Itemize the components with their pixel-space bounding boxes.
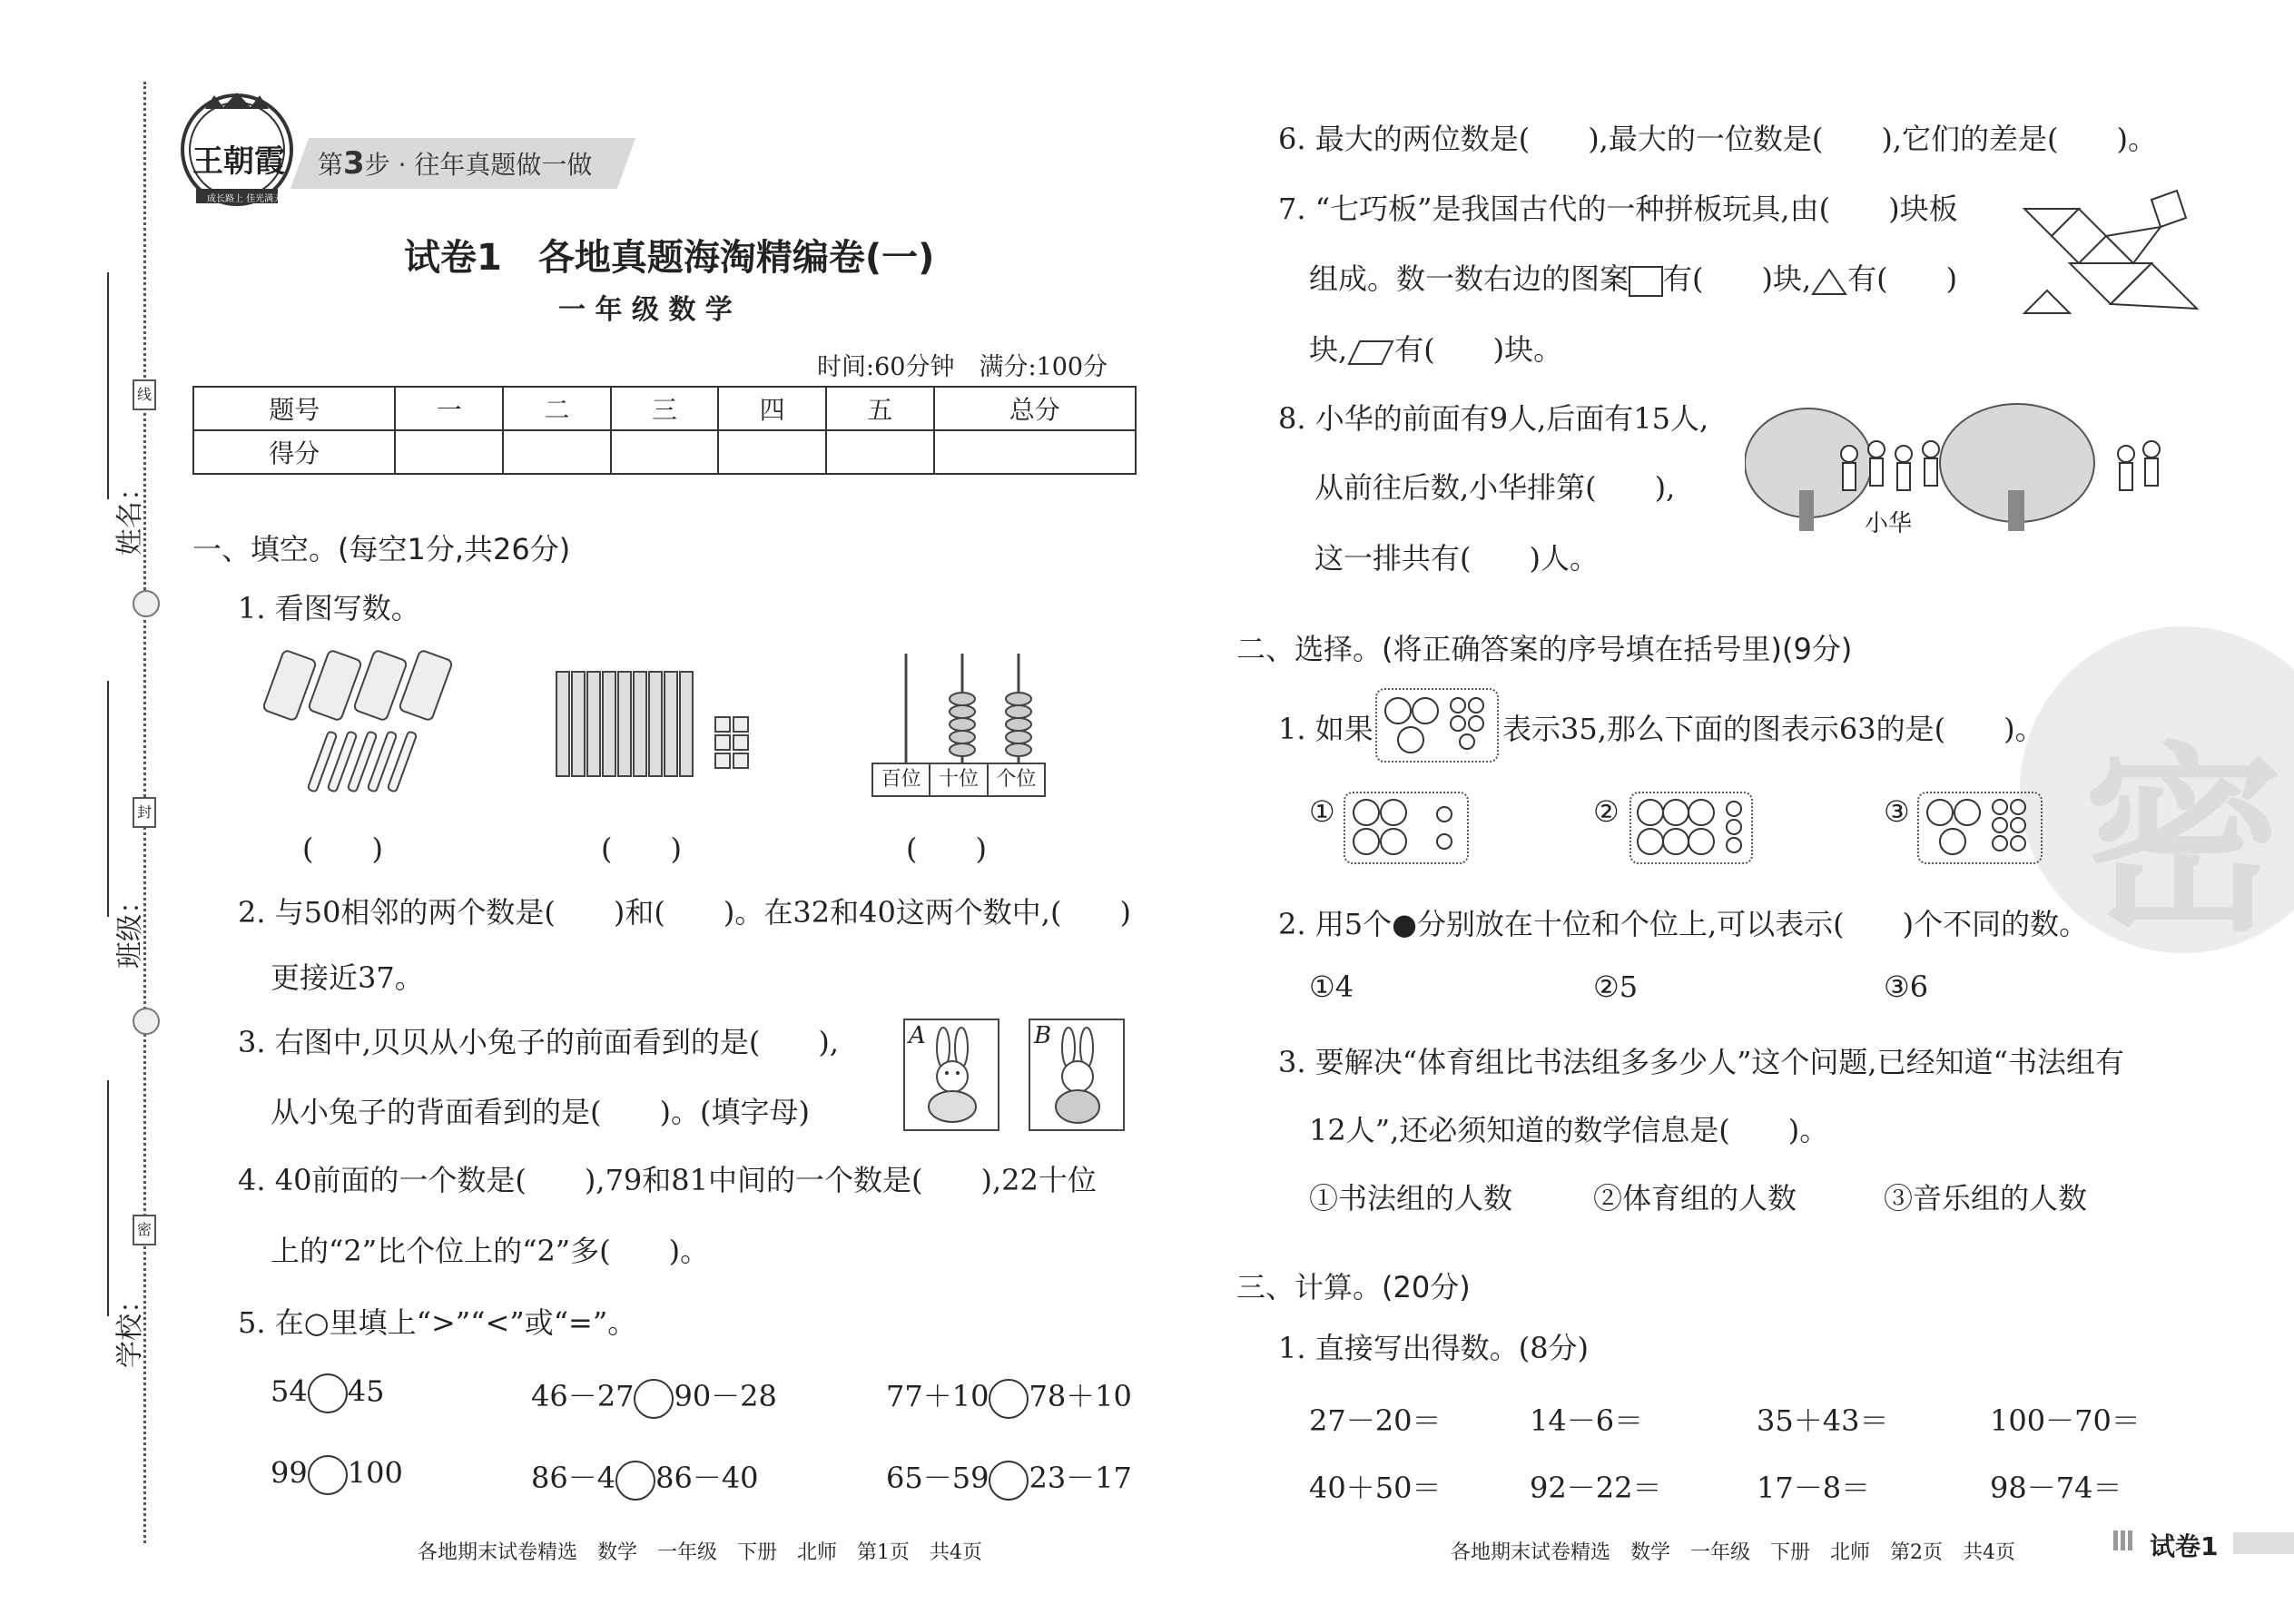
- tag-bar: [2233, 1532, 2294, 1554]
- compare-item: 65－59 23－17: [886, 1455, 1132, 1501]
- footer-right: 各地期末试卷精选 数学 一年级 下册 北师 第2页 共4页: [1451, 1541, 2015, 1564]
- sticks-bundles-image: [263, 645, 463, 802]
- class-field-line[interactable]: [107, 681, 109, 917]
- time-score-info: 时间:60分钟 满分:100分: [817, 353, 1108, 381]
- paper-tag: 试卷1: [2150, 1531, 2219, 1561]
- s3q1-text: 1. 直接写出得数。(8分): [1278, 1331, 1590, 1365]
- q4-text-cont: 上的“2”比个位上的“2”多( )。: [271, 1234, 710, 1268]
- seal-char-secret: 密: [133, 1215, 156, 1245]
- calc-item[interactable]: 40＋50＝: [1309, 1471, 1442, 1505]
- paper-subtitle: 一 年 级 数 学: [558, 294, 733, 326]
- compare-circle[interactable]: [634, 1379, 674, 1419]
- q6-text: 6. 最大的两位数是( ),最大的一位数是( ),它们的差是( )。: [1278, 122, 2157, 156]
- q8-text-cont2: 这一排共有( )人。: [1314, 541, 1599, 576]
- score-cell[interactable]: [395, 430, 503, 474]
- q5-text: 5. 在○里填上“>”“<”或“=”。: [238, 1305, 637, 1340]
- section3-title: 三、计算。(20分): [1236, 1270, 1471, 1304]
- compare-item: 86－4 86－40: [531, 1455, 759, 1501]
- score-header-cell: 总分: [934, 387, 1136, 430]
- score-header-cell: 二: [503, 387, 611, 430]
- s2q1-option-1-mark[interactable]: ①: [1309, 794, 1335, 829]
- binding-ring-icon: [133, 590, 160, 617]
- compare-circle[interactable]: [308, 1373, 348, 1413]
- s2q1-option-3[interactable]: [1917, 792, 2043, 864]
- calc-item[interactable]: 35＋43＝: [1757, 1403, 1889, 1438]
- score-cell[interactable]: [611, 430, 719, 474]
- score-cell[interactable]: [826, 430, 934, 474]
- s2q1-text-a: 1. 如果: [1278, 712, 1373, 746]
- binding-ring-icon: [133, 1008, 160, 1035]
- abacus-label-tens: 十位: [930, 764, 988, 795]
- s2q2-option-3[interactable]: ③6: [1884, 969, 1929, 1004]
- section1-title: 一、填空。(每空1分,共26分): [192, 532, 571, 566]
- q7-text-cont2: 块, 有( )块。: [1309, 332, 1563, 367]
- q7-text-cont: 组成。数一数右边的图案 有( )块, 有( ): [1309, 261, 1958, 296]
- score-cell[interactable]: [718, 430, 826, 474]
- q1-blank-1[interactable]: ( ): [302, 832, 383, 866]
- abacus-labels: [871, 763, 1046, 797]
- seal-char-seal: 封: [133, 797, 156, 828]
- s2q1-text-b: 表示35,那么下面的图表示63的是( )。: [1502, 712, 2044, 746]
- s2q1-option-3-mark[interactable]: ③: [1884, 794, 1910, 829]
- s2q1-option-2-mark[interactable]: ②: [1593, 794, 1620, 829]
- footer-left: 各地期末试卷精选 数学 一年级 下册 北师 第1页 共4页: [418, 1541, 982, 1564]
- name-field-line[interactable]: [107, 272, 109, 499]
- q8-text-cont: 从前往后数,小华排第( ),: [1314, 470, 1676, 505]
- score-header-cell: 三: [611, 387, 719, 430]
- rabbit-back-image: B: [1029, 1019, 1125, 1131]
- compare-item: 46－27 90－28: [531, 1373, 777, 1419]
- blocks-image: [552, 667, 761, 789]
- brand-motto: 成长路上 佳光满天: [207, 194, 283, 204]
- s2q2-option-1[interactable]: ①4: [1309, 969, 1354, 1004]
- compare-circle[interactable]: [615, 1461, 655, 1501]
- seal-char-line: 线: [133, 379, 156, 410]
- calc-item[interactable]: 27－20＝: [1309, 1403, 1442, 1438]
- s2q2-text: 2. 用5个●分别放在十位和个位上,可以表示( )个不同的数。: [1278, 907, 2089, 941]
- score-header-cell: 五: [826, 387, 934, 430]
- compare-item: 54 45: [271, 1373, 384, 1413]
- s2q3-option-3[interactable]: ③音乐组的人数: [1884, 1181, 2088, 1216]
- queue-scene-image: [1745, 399, 2171, 536]
- watermark-seal: 密: [2020, 626, 2294, 953]
- school-label: 学校：: [114, 1286, 146, 1368]
- q1-blank-3[interactable]: ( ): [906, 832, 987, 866]
- calc-item[interactable]: 98－74＝: [1990, 1471, 2122, 1505]
- tangram-image: [2015, 182, 2215, 321]
- score-header-cell: 一: [395, 387, 503, 430]
- section2-title: 二、选择。(将正确答案的序号填在括号里)(9分): [1236, 632, 1853, 666]
- brand-name: 王朝霞: [192, 143, 285, 180]
- abacus-label-hundreds: 百位: [873, 764, 930, 795]
- calc-item[interactable]: 17－8＝: [1757, 1471, 1871, 1505]
- calc-item[interactable]: 92－22＝: [1530, 1471, 1662, 1505]
- score-cell[interactable]: [503, 430, 611, 474]
- q8-text: 8. 小华的前面有9人,后面有15人,: [1278, 401, 1709, 436]
- parallelogram-shape-icon: [1347, 339, 1394, 366]
- step-banner: 第3步 · 往年真题做一做: [318, 145, 593, 182]
- s2q2-option-2[interactable]: ②5: [1593, 969, 1639, 1004]
- compare-item: 99 100: [271, 1455, 403, 1495]
- paper-title: 试卷1 各地真题海淘精编卷(一): [404, 237, 935, 279]
- rabbit-front-image: A: [903, 1019, 999, 1131]
- grid-marker-icon: [2113, 1530, 2133, 1550]
- score-header-cell: 题号: [193, 387, 395, 430]
- s2q3-text-cont: 12人”,还必须知道的数学信息是( )。: [1309, 1113, 1829, 1147]
- s2q3-option-1[interactable]: ①书法组的人数: [1309, 1181, 1513, 1216]
- name-label: 姓名：: [114, 474, 146, 556]
- compare-circle[interactable]: [989, 1461, 1029, 1501]
- q1-text: 1. 看图写数。: [238, 591, 420, 625]
- example-circles-35: [1375, 688, 1499, 763]
- q3-text: 3. 右图中,贝贝从小兔子的前面看到的是( ),: [238, 1025, 840, 1059]
- q2-text: 2. 与50相邻的两个数是( )和( )。在32和40这两个数中,( ): [238, 895, 1131, 930]
- q4-text: 4. 40前面的一个数是( ),79和81中间的一个数是( ),22十位: [238, 1163, 1097, 1197]
- score-row-label: 得分: [193, 430, 395, 474]
- compare-item: 77＋10 78＋10: [886, 1373, 1132, 1419]
- s2q3-text: 3. 要解决“体育组比书法组多多少人”这个问题,已经知道“书法组有: [1278, 1045, 2124, 1079]
- abacus-image: [871, 649, 1053, 766]
- score-cell[interactable]: [934, 430, 1136, 474]
- score-table: [192, 386, 1137, 475]
- square-shape-icon: [1629, 266, 1663, 297]
- school-field-line[interactable]: [107, 1080, 109, 1316]
- calc-item[interactable]: 14－6＝: [1530, 1403, 1644, 1438]
- s2q3-option-2[interactable]: ②体育组的人数: [1593, 1181, 1797, 1216]
- calc-item[interactable]: 100－70＝: [1990, 1403, 2141, 1438]
- score-header-cell: 四: [718, 387, 826, 430]
- s2q1-option-2[interactable]: [1629, 792, 1753, 864]
- compare-circle[interactable]: [989, 1379, 1029, 1419]
- xiaohua-label: 小华: [1865, 510, 1913, 537]
- q3-text-cont: 从小兔子的背面看到的是( )。(填字母): [271, 1095, 810, 1129]
- abacus-label-ones: 个位: [996, 768, 1037, 791]
- compare-circle[interactable]: [308, 1455, 348, 1495]
- class-label: 班级：: [114, 887, 146, 969]
- s2q1-option-1[interactable]: [1344, 792, 1469, 864]
- q2-text-cont: 更接近37。: [271, 960, 424, 995]
- triangle-shape-icon: [1811, 267, 1847, 296]
- q7-text: 7. “七巧板”是我国古代的一种拼板玩具,由( )块板: [1278, 192, 1958, 226]
- q1-blank-2[interactable]: ( ): [601, 832, 682, 866]
